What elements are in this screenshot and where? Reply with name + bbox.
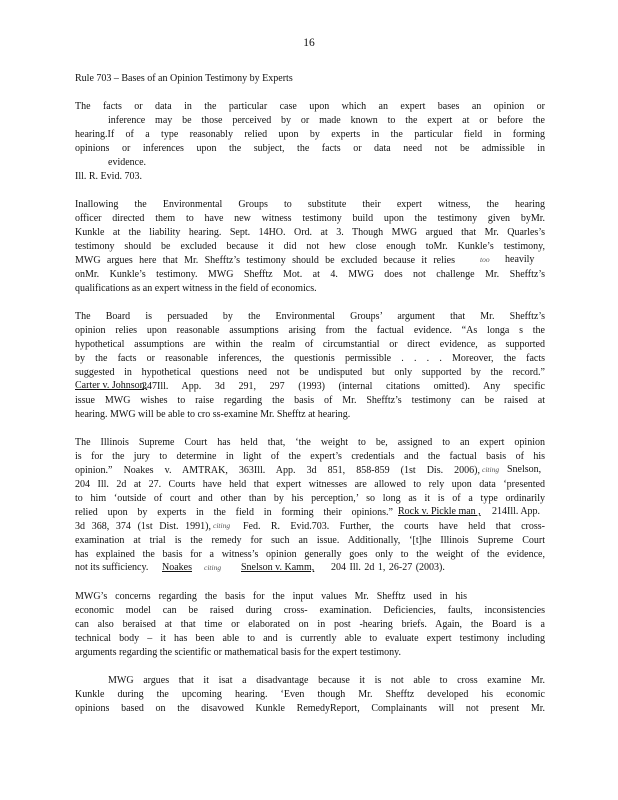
paragraph-line: opinions based on the disavowed Kunkle RemedyReport, Complainants will not present Mr. (75, 703, 545, 714)
case-citation: Carter v. Johnson, (75, 380, 148, 391)
paragraph-line: MWG argues here that Mr. Shefftz’s testimony should be excluded because it relies (75, 255, 455, 266)
case-citation: Noakes (162, 562, 192, 573)
citing-signal: citing (204, 563, 222, 572)
paragraph-line: by the facts or reasonable inferences, the questionis permissible . . . . Moreover, the facts (75, 353, 545, 364)
case-citation: Rock v. Pickle man , (398, 506, 481, 517)
paragraph-line: hypothetical assumptions are within the realm of circumstantial or direct evidence, as supported (75, 339, 545, 350)
paragraph-line: hearing. MWG will be able to cro ss-examine Mr. Shefftz at hearing. (75, 409, 351, 420)
paragraph-line: is for the jury to determine in light of the expert’s credentials and the factual basis of his (75, 451, 545, 462)
inline-word: Snelson, (507, 464, 542, 475)
paragraph-line: relied upon by experts in the field in forming their opinions.” (75, 507, 393, 518)
paragraph-line: 247Ill. App. 3d 291, 297 (1993) (internal citations omitted). Any specific (142, 381, 545, 392)
citing-signal: citing (482, 465, 500, 474)
paragraph-line: arguments regarding the scientific or mathematical basis for the expert testimony. (75, 647, 402, 658)
paragraph-line: Fed. R. Evid.703. Further, the courts have held that cross- (243, 521, 545, 532)
paragraph-line: officer directed them to have new witness testimony build upon the testimony given byMr. (75, 213, 545, 224)
paragraph-line: MWG’s concerns regarding the basis for the input values Mr. Shefftz used in his (75, 591, 467, 602)
inline-text: 204 Ill. 2d 1, 26-27 (2003). (331, 562, 445, 573)
paragraph-line: testimony should be excluded because it did not hew close enough toMr. Kunkle’s testimony, (75, 241, 545, 252)
inline-text: not its sufficiency. (75, 562, 149, 573)
rule-citation: Ill. R. Evid. 703. (75, 171, 142, 182)
paragraph-line: The Illinois Supreme Court has held that, ‘the weight to be, assigned to an expert opinion (75, 437, 545, 448)
paragraph-line: 204 Ill. 2d at 27. Courts have held that expert witnesses are allowed to rely upon data ‘presented (75, 479, 545, 490)
paragraph-line: issue MWG wishes to raise regarding the basis of Mr. Shefftz’s testimony can be raised at (75, 395, 545, 406)
paragraph-line: 3d 368, 374 (1st Dist. 1991), (75, 521, 211, 532)
paragraph-line: Kunkle at the liability hearing. Sept. 14HO. Ord. at 3. Though MWG argued that Mr. Quarles’s (75, 227, 545, 238)
inline-word: heavily (505, 254, 535, 265)
rule-text-line: The facts or data in the particular case upon which an expert bases an opinion or (75, 101, 545, 112)
paragraph-line: opinion.” Noakes v. AMTRAK, 363Ill. App. 3d 851, 858-859 (1st Dis. 2006), (75, 465, 480, 476)
paragraph-line: MWG argues that it isat a disadvantage because it is not able to cross examine Mr. (108, 675, 545, 686)
paragraph-line: technical body – it has been able to and is currently able to evaluate expert testimony including (75, 633, 545, 644)
section-heading: Rule 703 – Bases of an Opinion Testimony by Experts (75, 73, 293, 84)
paragraph-line: can also beraised at that time or elaborated on in post -hearing briefs. Again, the Board is a (75, 619, 545, 630)
page-number: 16 (303, 37, 315, 49)
small-word: too (480, 255, 490, 264)
paragraph-line: qualifications as an expert witness in the field of economics. (75, 283, 317, 294)
paragraph-line: onMr. Kunkle’s testimony. MWG Shefftz Mot. at 4. MWG does not challenge Mr. Shefftz’s (75, 269, 545, 280)
paragraph-line: economic model can be raised during cross- examination. Deficiencies, faults, inconsistencies (75, 605, 545, 616)
paragraph-line: suggested in hypothetical questions need not be undisputed but only supported by the record.” (75, 367, 545, 378)
case-citation: Snelson v. Kamm, (241, 562, 315, 573)
rule-text-line: inference may be those perceived by or made known to the expert at or before the (108, 115, 545, 126)
rule-text-line: evidence. (108, 157, 147, 168)
paragraph-line: to him ‘outside of court and other than by his perception,’ so long as it is of a type ordinarily (75, 493, 545, 504)
paragraph-line: has explained the basis for a witness’s opinion generally goes only to the weight of the evidence, (75, 549, 545, 560)
rule-text-line: opinions or inferences upon the subject, the facts or data need not be admissible in (75, 143, 545, 154)
paragraph-line: opinion relies upon reasonable assumptions arising from the factual evidence. “As longa s the (75, 325, 545, 336)
paragraph-line: Inallowing the Environmental Groups to substitute their expert witness, the hearing (75, 199, 545, 210)
paragraph-line: Kunkle during the upcoming hearing. ‘Even though Mr. Shefftz developed his economic (75, 689, 545, 700)
rule-text-line: hearing.If of a type reasonably relied upon by experts in the particular field in forming (75, 129, 545, 140)
inline-word: 214Ill. App. (492, 506, 541, 517)
paragraph-line: The Board is persuaded by the Environmental Groups’ argument that Mr. Shefftz’s (75, 311, 545, 322)
paragraph-line: examination at trial is the remedy for such an issue. Additionally, ‘[t]he Illinois Supreme Court (75, 535, 545, 546)
citing-signal: citing (213, 521, 231, 530)
